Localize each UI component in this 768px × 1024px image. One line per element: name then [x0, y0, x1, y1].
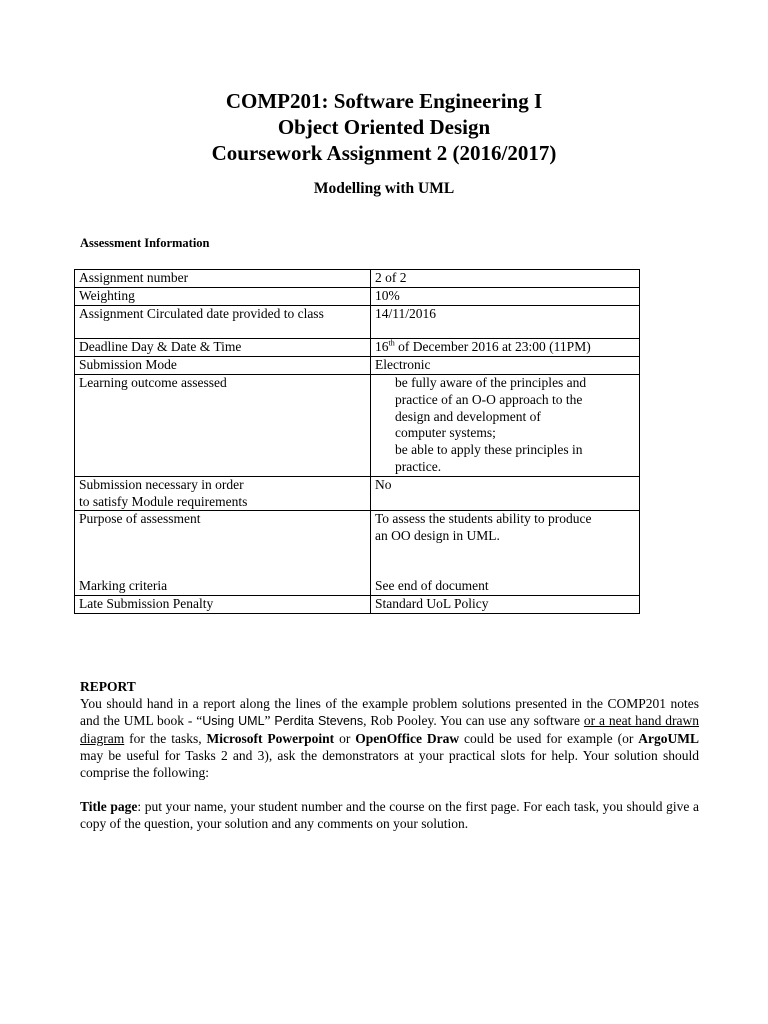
topic-heading: Modelling with UML	[313, 180, 455, 197]
table-row	[75, 511, 640, 596]
table-row	[75, 357, 640, 375]
row-value: Electronic	[371, 357, 640, 375]
table-row	[75, 476, 640, 511]
marking-label: Marking criteria	[79, 578, 168, 594]
text-run: , Rob Pooley. You can use any software	[363, 713, 584, 728]
report-heading: REPORT	[80, 679, 136, 694]
assessment-heading: Assessment Information	[80, 236, 210, 250]
row-value: Standard UoL Policy	[371, 595, 640, 613]
row-label: Weighting	[75, 287, 371, 305]
report-paragraph	[80, 695, 699, 781]
book-authors: Perdita Stevens	[274, 714, 364, 728]
software-name: OpenOffice Draw	[355, 731, 460, 746]
software-name: ArgoUML	[638, 731, 699, 746]
table-row	[75, 595, 640, 613]
row-value	[371, 339, 640, 357]
software-name: Microsoft Powerpoint	[206, 731, 335, 746]
list-item: be able to apply these principles in	[395, 442, 583, 458]
row-label-line: to satisfy Module requirements	[79, 493, 248, 509]
table-row	[75, 339, 640, 357]
list-item: be fully aware of the principles and	[395, 374, 587, 390]
text-run: You should hand in a report along the lines of the example problem solutions presented in the COMP201 notes and the UML book - “	[80, 696, 699, 728]
list-item: practice.	[395, 458, 442, 474]
underlined-text: or a neat hand drawn diagram	[80, 713, 700, 746]
row-label: Submission Mode	[75, 357, 371, 375]
assessment-table	[74, 269, 640, 614]
row-value: 10%	[371, 287, 640, 305]
row-value	[371, 511, 640, 596]
row-value: 2 of 2	[371, 270, 640, 288]
table-row	[75, 270, 640, 288]
row-label-text: Purpose of assessment	[79, 511, 201, 527]
text-run: could be used for example (or	[459, 731, 639, 746]
list-item: practice of an O-O approach to the	[395, 391, 583, 407]
row-label-text: Assignment Circulated date provided to class	[79, 305, 324, 321]
report-section	[80, 678, 699, 832]
row-label: Late Submission Penalty	[75, 595, 371, 613]
deadline-ordinal: th	[388, 338, 395, 348]
text-run: : put your name, your student number and the course on the first page. For each task, you should give a copy of the question, your solution and any comments on your solution.	[80, 799, 699, 831]
row-label: Learning outcome assessed	[75, 374, 371, 476]
assignment-title: Coursework Assignment 2 (2016/2017)	[211, 141, 557, 165]
row-label: Assignment number	[75, 270, 371, 288]
title-page-paragraph	[80, 798, 699, 832]
document-title	[0, 88, 768, 166]
row-label-line: Submission necessary in order	[79, 476, 244, 492]
deadline-rest: of December 2016 at 23:00 (11PM)	[394, 339, 591, 355]
book-title: Using UML	[202, 714, 265, 728]
table-row	[75, 374, 640, 476]
text-run: may be useful for Tasks 2 and 3), ask the demonstrators at your practical slots for help. Your solution should comprise the following:	[80, 748, 699, 780]
row-label: Deadline Day & Date & Time	[75, 339, 371, 357]
text-run: for the tasks,	[124, 731, 207, 746]
text-run: ”	[264, 713, 275, 728]
list-item: computer systems;	[395, 425, 496, 441]
row-label	[75, 476, 371, 511]
learning-outcome-list	[371, 374, 640, 476]
marking-value: See end of document	[375, 577, 489, 593]
course-title: COMP201: Software Engineering I	[225, 89, 543, 113]
row-label	[75, 511, 371, 596]
deadline-day: 16	[375, 339, 389, 355]
module-subtitle: Object Oriented Design	[277, 115, 491, 139]
text-run: or	[334, 731, 356, 746]
row-value: 14/11/2016	[371, 305, 640, 339]
table-row	[75, 305, 640, 339]
list-item: design and development of	[395, 408, 541, 424]
purpose-line: To assess the students ability to produce	[375, 511, 592, 527]
purpose-line: an OO design in UML.	[375, 528, 500, 544]
row-value: No	[371, 476, 640, 511]
row-label	[75, 305, 371, 339]
title-page-label: Title page	[80, 799, 138, 814]
table-row	[75, 287, 640, 305]
